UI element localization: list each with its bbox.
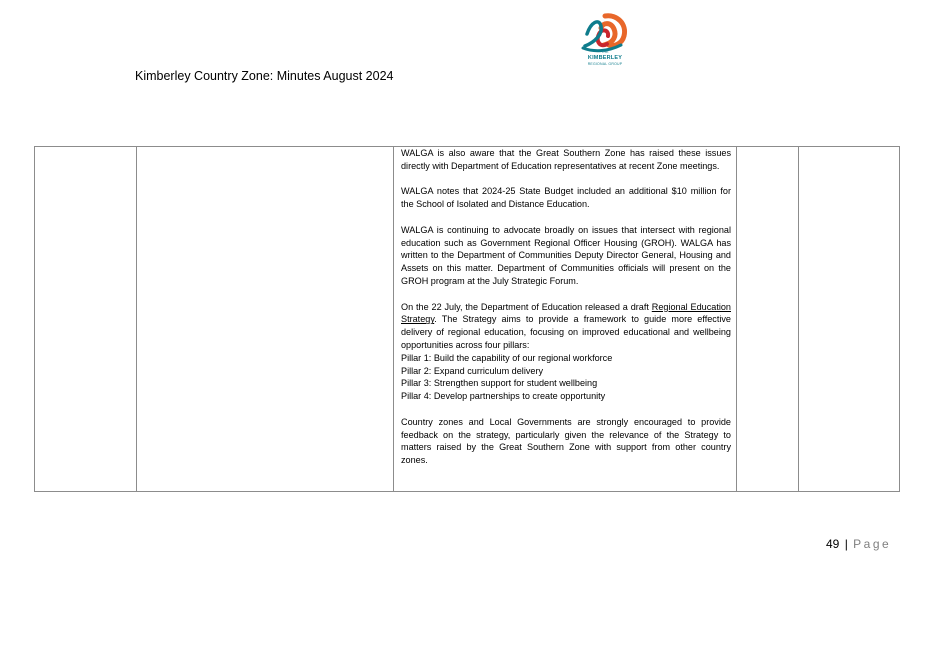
pillar-item: Pillar 2: Expand curriculum delivery: [401, 365, 544, 376]
paragraph-budget: WALGA notes that 2024-25 State Budget included an additional $10 million for the School of Isolated and Distance Education.: [401, 186, 731, 210]
pillar-item: Pillar 1: Build the capability of our regional workforce: [401, 352, 613, 363]
column-divider: [798, 147, 799, 491]
paragraph-strategy: [401, 301, 731, 352]
regional-education-strategy-link[interactable]: Regional Education Strategy: [401, 301, 731, 325]
paragraph-feedback: Country zones and Local Governments are strongly encouraged to provide feedback on the strategy, particularly given the relevance of the Strategy to matters raised by the Great Southern Zone with support from other country zones.: [401, 416, 731, 466]
logo-sub-text: REGIONAL GROUP: [587, 62, 623, 66]
column-divider: [393, 147, 394, 491]
pillar-item: Pillar 4: Develop partnerships to create opportunity: [401, 391, 606, 402]
page-separator: |: [844, 537, 848, 551]
column-divider: [136, 147, 137, 491]
document-title: Kimberley Country Zone: Minutes August 2024: [135, 69, 394, 83]
page-number: 49: [826, 537, 840, 551]
logo-text: [575, 49, 635, 67]
page-footer: [826, 537, 891, 551]
logo-main-text: KIMBERLEY: [587, 55, 623, 61]
page-label: Page: [853, 537, 892, 551]
pillar-item: Pillar 3: Strengthen support for student wellbeing: [401, 378, 598, 389]
strategy-text-post: . The Strategy aims to provide a framework to guide more effective delivery of regional education, focusing on improved educational and wellbeing opportunities across four pillars:: [401, 314, 731, 350]
logo-top-text: THE: [601, 50, 609, 54]
minutes-table: [34, 146, 900, 492]
column-divider: [736, 147, 737, 491]
paragraph-groh: WALGA is continuing to advocate broadly on issues that intersect with regional education such as Government Regional Officer Housing (GROH). WALGA has written to the Department of Communities Deputy Director General, Housing and Assets on this matter. Department of Communities officials will present on the GROH program at the July Strategic Forum.: [401, 224, 731, 286]
comment-cell: [401, 147, 731, 467]
pillar-list: [401, 352, 731, 403]
paragraph-zone-meetings: WALGA is also aware that the Great Southern Zone has raised these issues directly with Department of Education representatives at recent Zone meetings.: [401, 148, 731, 171]
strategy-text-pre: On the 22 July, the Department of Education released a draft: [401, 301, 652, 312]
